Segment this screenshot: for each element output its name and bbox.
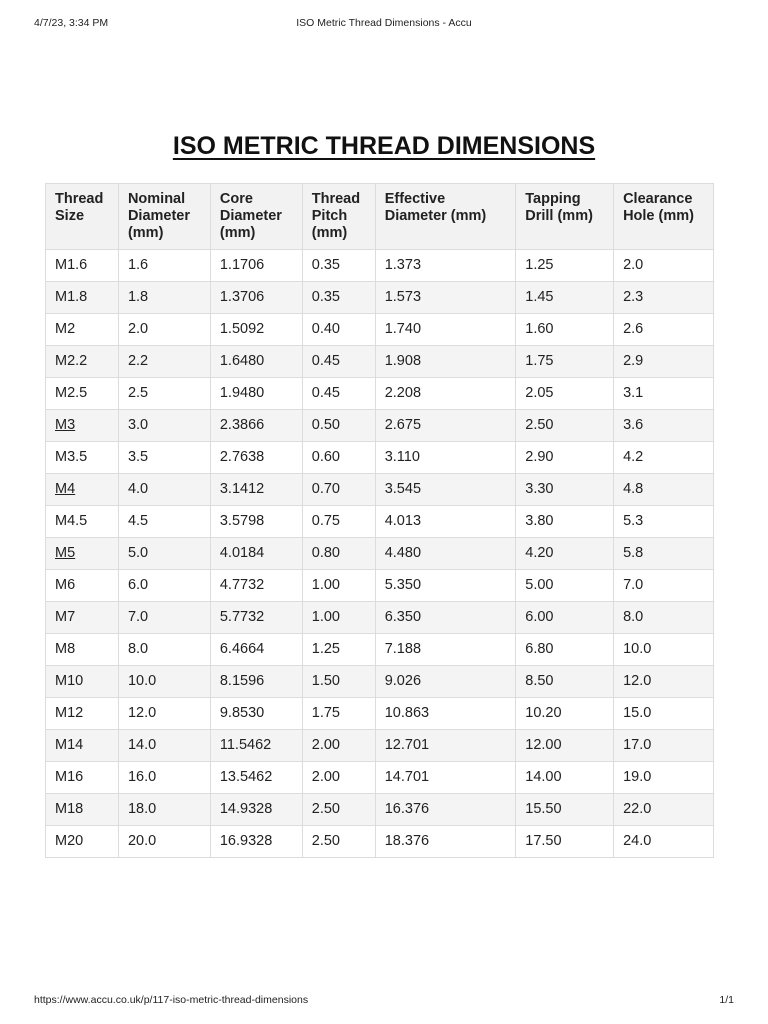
table-cell: 8.1596 xyxy=(210,666,302,698)
table-cell: 14.701 xyxy=(375,762,516,794)
table-row xyxy=(46,698,714,730)
thread-size-cell: M1.6 xyxy=(46,250,119,282)
table-cell: 1.00 xyxy=(302,602,375,634)
column-header: Clearance Hole (mm) xyxy=(614,184,714,250)
table-cell: 2.3866 xyxy=(210,410,302,442)
table-cell: 5.00 xyxy=(516,570,614,602)
thread-size-cell: M10 xyxy=(46,666,119,698)
page-title: ISO METRIC THREAD DIMENSIONS xyxy=(172,132,596,160)
table-cell: 24.0 xyxy=(614,826,714,858)
table-cell: 15.0 xyxy=(614,698,714,730)
table-cell: 6.0 xyxy=(118,570,210,602)
table-header xyxy=(46,184,714,250)
table-cell: 3.110 xyxy=(375,442,516,474)
table-row xyxy=(46,794,714,826)
table-cell: 13.5462 xyxy=(210,762,302,794)
thread-size-cell xyxy=(46,538,119,570)
table-cell: 1.6 xyxy=(118,250,210,282)
table-cell: 7.0 xyxy=(614,570,714,602)
table-cell: 0.35 xyxy=(302,250,375,282)
table-cell: 4.0184 xyxy=(210,538,302,570)
column-header: Effective Diameter (mm) xyxy=(375,184,516,250)
table-cell: 4.7732 xyxy=(210,570,302,602)
table-cell: 3.5 xyxy=(118,442,210,474)
print-document-title: ISO Metric Thread Dimensions - Accu xyxy=(296,17,472,29)
page-count: 1/1 xyxy=(719,994,734,1006)
table-cell: 2.6 xyxy=(614,314,714,346)
table-cell: 1.45 xyxy=(516,282,614,314)
table-cell: 5.8 xyxy=(614,538,714,570)
table-cell: 6.80 xyxy=(516,634,614,666)
table-cell: 1.3706 xyxy=(210,282,302,314)
table-cell: 17.50 xyxy=(516,826,614,858)
table-body xyxy=(46,250,714,858)
table-row xyxy=(46,762,714,794)
table-cell: 0.80 xyxy=(302,538,375,570)
table-row xyxy=(46,378,714,410)
thread-size-cell xyxy=(46,410,119,442)
table-cell: 19.0 xyxy=(614,762,714,794)
table-cell: 14.9328 xyxy=(210,794,302,826)
table-cell: 3.1 xyxy=(614,378,714,410)
table-cell: 7.0 xyxy=(118,602,210,634)
table-cell: 6.4664 xyxy=(210,634,302,666)
table-cell: 0.45 xyxy=(302,378,375,410)
table-cell: 4.20 xyxy=(516,538,614,570)
table-cell: 7.188 xyxy=(375,634,516,666)
table-cell: 2.2 xyxy=(118,346,210,378)
thread-dimensions-table xyxy=(45,183,714,858)
column-header: Tapping Drill (mm) xyxy=(516,184,614,250)
table-row xyxy=(46,634,714,666)
table-cell: 6.350 xyxy=(375,602,516,634)
table-cell: 8.0 xyxy=(118,634,210,666)
thread-size-link[interactable]: M5 xyxy=(55,545,76,561)
table-cell: 14.00 xyxy=(516,762,614,794)
table-cell: 16.0 xyxy=(118,762,210,794)
table-cell: 1.25 xyxy=(516,250,614,282)
table-cell: 1.740 xyxy=(375,314,516,346)
table-cell: 12.00 xyxy=(516,730,614,762)
thread-size-cell: M7 xyxy=(46,602,119,634)
thread-size-cell: M2.5 xyxy=(46,378,119,410)
table-row xyxy=(46,570,714,602)
table-cell: 0.70 xyxy=(302,474,375,506)
table-cell: 4.8 xyxy=(614,474,714,506)
page-url: https://www.accu.co.uk/p/117-iso-metric-thread-dimensions xyxy=(34,994,309,1006)
table-cell: 1.9480 xyxy=(210,378,302,410)
table-cell: 2.0 xyxy=(118,314,210,346)
table-cell: 2.675 xyxy=(375,410,516,442)
table-cell: 5.350 xyxy=(375,570,516,602)
table-cell: 1.573 xyxy=(375,282,516,314)
table-cell: 2.00 xyxy=(302,762,375,794)
thread-size-cell: M2 xyxy=(46,314,119,346)
thread-size-cell: M6 xyxy=(46,570,119,602)
table-cell: 2.50 xyxy=(516,410,614,442)
table-cell: 4.0 xyxy=(118,474,210,506)
table-cell: 2.7638 xyxy=(210,442,302,474)
thread-size-cell: M16 xyxy=(46,762,119,794)
table-cell: 2.3 xyxy=(614,282,714,314)
table-cell: 1.5092 xyxy=(210,314,302,346)
table-cell: 3.545 xyxy=(375,474,516,506)
table-cell: 0.75 xyxy=(302,506,375,538)
table-cell: 9.026 xyxy=(375,666,516,698)
table-cell: 1.6480 xyxy=(210,346,302,378)
table-cell: 3.6 xyxy=(614,410,714,442)
table-cell: 10.0 xyxy=(118,666,210,698)
table-cell: 1.75 xyxy=(302,698,375,730)
thread-size-cell: M18 xyxy=(46,794,119,826)
table-cell: 4.480 xyxy=(375,538,516,570)
table-cell: 1.25 xyxy=(302,634,375,666)
table-cell: 2.50 xyxy=(302,794,375,826)
table-cell: 3.5798 xyxy=(210,506,302,538)
table-cell: 10.20 xyxy=(516,698,614,730)
thread-size-cell: M20 xyxy=(46,826,119,858)
table-row xyxy=(46,730,714,762)
table-cell: 1.50 xyxy=(302,666,375,698)
table-cell: 4.2 xyxy=(614,442,714,474)
table-cell: 5.7732 xyxy=(210,602,302,634)
table-cell: 0.45 xyxy=(302,346,375,378)
table-cell: 1.373 xyxy=(375,250,516,282)
table-cell: 12.0 xyxy=(614,666,714,698)
table-cell: 12.701 xyxy=(375,730,516,762)
thread-size-cell: M3.5 xyxy=(46,442,119,474)
table-row xyxy=(46,250,714,282)
table-row xyxy=(46,282,714,314)
table-cell: 2.05 xyxy=(516,378,614,410)
print-footer xyxy=(0,994,768,1008)
table-cell: 0.50 xyxy=(302,410,375,442)
table-row xyxy=(46,346,714,378)
table-row xyxy=(46,602,714,634)
table-cell: 11.5462 xyxy=(210,730,302,762)
table-cell: 1.908 xyxy=(375,346,516,378)
thread-size-cell: M8 xyxy=(46,634,119,666)
table-cell: 2.208 xyxy=(375,378,516,410)
table-cell: 22.0 xyxy=(614,794,714,826)
table-cell: 3.30 xyxy=(516,474,614,506)
table-cell: 6.00 xyxy=(516,602,614,634)
table-row xyxy=(46,506,714,538)
thread-size-cell: M1.8 xyxy=(46,282,119,314)
table-row xyxy=(46,314,714,346)
print-date: 4/7/23, 3:34 PM xyxy=(34,17,109,29)
print-header xyxy=(0,13,768,29)
thread-size-cell: M4.5 xyxy=(46,506,119,538)
table-cell: 2.5 xyxy=(118,378,210,410)
table-cell: 1.75 xyxy=(516,346,614,378)
column-header: Nominal Diameter (mm) xyxy=(118,184,210,250)
column-header: Thread Size xyxy=(46,184,119,250)
thread-size-cell xyxy=(46,474,119,506)
table-cell: 10.0 xyxy=(614,634,714,666)
table-cell: 2.0 xyxy=(614,250,714,282)
thread-size-cell: M2.2 xyxy=(46,346,119,378)
table-cell: 8.50 xyxy=(516,666,614,698)
thread-size-link[interactable]: M3 xyxy=(55,417,76,433)
table-row xyxy=(46,666,714,698)
table-cell: 5.0 xyxy=(118,538,210,570)
thread-size-cell: M12 xyxy=(46,698,119,730)
table-header-row xyxy=(46,184,714,250)
table-cell: 0.60 xyxy=(302,442,375,474)
table-cell: 16.376 xyxy=(375,794,516,826)
table-cell: 8.0 xyxy=(614,602,714,634)
table-cell: 5.3 xyxy=(614,506,714,538)
table-cell: 15.50 xyxy=(516,794,614,826)
table-cell: 4.5 xyxy=(118,506,210,538)
table-cell: 9.8530 xyxy=(210,698,302,730)
thread-size-link[interactable]: M4 xyxy=(55,481,76,497)
table-cell: 0.40 xyxy=(302,314,375,346)
table-cell: 1.1706 xyxy=(210,250,302,282)
table-cell: 14.0 xyxy=(118,730,210,762)
table-cell: 2.90 xyxy=(516,442,614,474)
table-cell: 2.50 xyxy=(302,826,375,858)
table-cell: 16.9328 xyxy=(210,826,302,858)
table-row xyxy=(46,442,714,474)
table-cell: 1.8 xyxy=(118,282,210,314)
table-cell: 2.9 xyxy=(614,346,714,378)
table-cell: 18.376 xyxy=(375,826,516,858)
table-cell: 4.013 xyxy=(375,506,516,538)
table-cell: 17.0 xyxy=(614,730,714,762)
table-cell: 12.0 xyxy=(118,698,210,730)
table-cell: 18.0 xyxy=(118,794,210,826)
table-cell: 3.1412 xyxy=(210,474,302,506)
table-cell: 3.0 xyxy=(118,410,210,442)
table-row xyxy=(46,474,714,506)
table-cell: 3.80 xyxy=(516,506,614,538)
table-cell: 1.00 xyxy=(302,570,375,602)
table-cell: 20.0 xyxy=(118,826,210,858)
table-row xyxy=(46,826,714,858)
thread-size-cell: M14 xyxy=(46,730,119,762)
table-cell: 0.35 xyxy=(302,282,375,314)
table-cell: 10.863 xyxy=(375,698,516,730)
column-header: Core Diameter (mm) xyxy=(210,184,302,250)
column-header: Thread Pitch (mm) xyxy=(302,184,375,250)
table-cell: 1.60 xyxy=(516,314,614,346)
table-row xyxy=(46,410,714,442)
table-cell: 2.00 xyxy=(302,730,375,762)
table-row xyxy=(46,538,714,570)
